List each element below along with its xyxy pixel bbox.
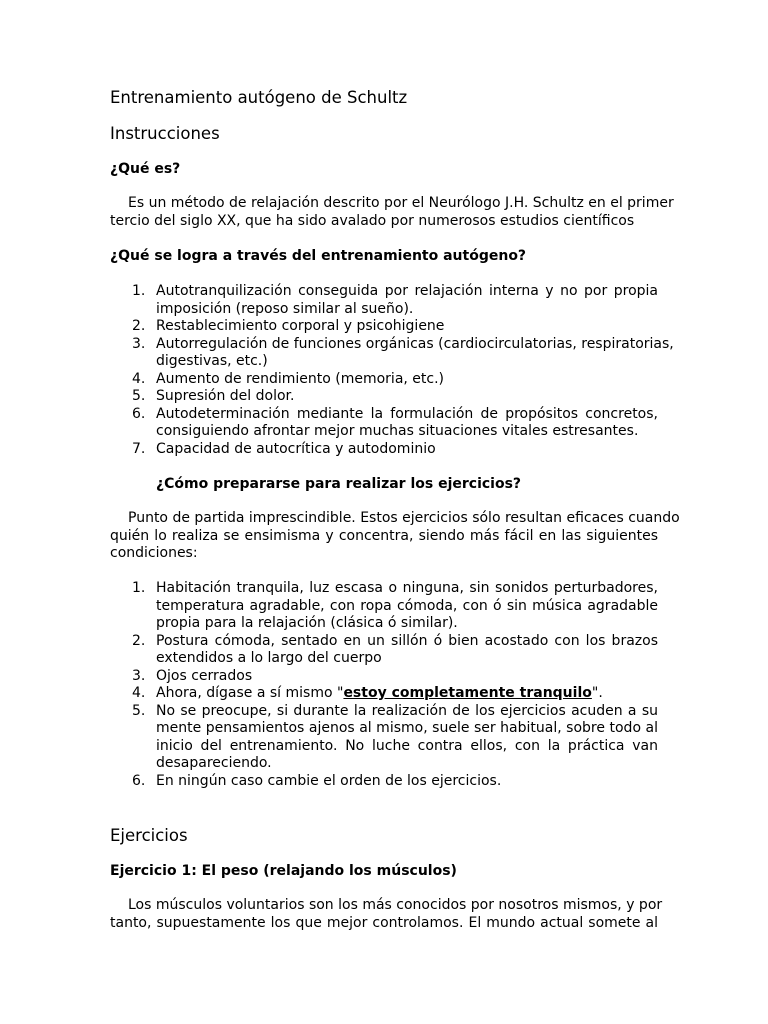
list-item-line: desapareciendo. (156, 755, 272, 771)
list-item (110, 441, 658, 459)
list-item-line: digestivas, etc.) (156, 353, 268, 369)
exercises-heading: Ejercicios (110, 826, 188, 845)
paragraph-line: Punto de partida imprescindible. Estos ejercicios sólo resultan eficaces cuando (128, 510, 680, 526)
emphasized-phrase: estoy completamente tranquilo (343, 685, 592, 701)
list-item (110, 773, 658, 791)
achieve-heading: ¿Qué se logra a través del entrenamiento autógeno? (110, 248, 527, 264)
list-item-line: Postura cómoda, sentado en un sillón ó bien acostado con los brazos (156, 632, 658, 649)
list-item (110, 685, 658, 703)
list-item-number: 3. (132, 335, 146, 352)
paragraph-line: Los músculos voluntarios son los más conocidos por nosotros mismos, y por (128, 897, 663, 913)
list-item-line: Capacidad de autocrítica y autodominio (156, 440, 436, 457)
what-is-paragraph (110, 195, 674, 230)
list-item-line: inicio del entrenamiento. No luche contra ellos, con la práctica van (156, 737, 658, 754)
what-is-heading: ¿Qué es? (110, 161, 181, 177)
quote-suffix: ". (591, 685, 603, 701)
exercise-1-heading: Ejercicio 1: El peso (relajando los músculos) (110, 863, 457, 879)
list-item-line: temperatura agradable, con ropa cómoda, con ó sin música agradable (156, 597, 658, 614)
list-item-number: 4. (132, 685, 146, 701)
list-item-number: 6. (132, 405, 146, 422)
list-item-number: 6. (132, 772, 146, 789)
achieve-list (110, 283, 674, 458)
list-item (110, 703, 658, 773)
list-item (110, 633, 658, 668)
list-item-line: Aumento de rendimiento (memoria, etc.) (156, 370, 445, 387)
list-item-line: No se preocupe, si durante la realización de los ejercicios acuden a su (156, 702, 658, 719)
list-item-number: 4. (132, 370, 146, 387)
list-item-line: Habitación tranquila, luz escasa o ninguna, sin sonidos perturbadores, (156, 580, 658, 596)
list-item-line: Ojos cerrados (156, 667, 253, 684)
list-item-number: 1. (132, 580, 146, 596)
list-item-line (156, 685, 658, 703)
instructions-heading: Instrucciones (110, 124, 220, 143)
list-item-line: Restablecimiento corporal y psicohigiene (156, 318, 445, 334)
paragraph-line: condiciones: (110, 545, 198, 561)
prepare-heading: ¿Cómo prepararse para realizar los ejercicios? (156, 476, 522, 492)
list-item (110, 371, 658, 389)
prepare-list (110, 580, 658, 790)
document-title: Entrenamiento autógeno de Schultz (110, 88, 408, 107)
list-item-line: consiguiendo afrontar mejor muchas situaciones vitales estresantes. (156, 423, 639, 439)
exercise-1-paragraph (110, 897, 663, 932)
list-item (110, 283, 658, 318)
paragraph-line: Es un método de relajación descrito por el Neurólogo J.H. Schultz en el primer (128, 195, 674, 211)
paragraph-line: tanto, supuestamente los que mejor controlamos. El mundo actual somete al (110, 914, 658, 931)
list-item (110, 668, 658, 686)
prepare-paragraph (110, 510, 680, 563)
list-item-line: En ningún caso cambie el orden de los ejercicios. (156, 772, 502, 789)
paragraph-line: tercio del siglo XX, que ha sido avalado por numerosos estudios científicos (110, 212, 635, 229)
list-item-line: mente pensamientos ajenos al mismo, suele ser habitual, sobre todo al (156, 720, 658, 736)
list-item-line: Supresión del dolor. (156, 388, 295, 404)
list-item (110, 580, 658, 633)
list-item-line: extendidos a lo largo del cuerpo (156, 650, 382, 666)
list-item (110, 318, 658, 336)
paragraph-line: quién lo realiza se ensimisma y concentra, siendo más fácil en las siguientes (110, 527, 658, 544)
list-item (110, 406, 658, 441)
list-item (110, 388, 658, 406)
list-item-line: imposición (reposo similar al sueño). (156, 300, 414, 317)
list-item-line: Autodeterminación mediante la formulación de propósitos concretos, (156, 405, 658, 422)
list-item-number: 1. (132, 283, 146, 299)
list-item-line: propia para la relajación (clásica ó similar). (156, 615, 458, 631)
list-item-number: 7. (132, 440, 146, 457)
list-item-number: 2. (132, 318, 146, 334)
list-item-number: 3. (132, 667, 146, 684)
list-item-number: 5. (132, 702, 146, 719)
quote-prefix: Ahora, dígase a sí mismo " (156, 685, 344, 701)
list-item (110, 335, 674, 371)
list-item-number: 2. (132, 632, 146, 649)
list-item-number: 5. (132, 388, 146, 404)
list-item-line: Autotranquilización conseguida por relajación interna y no por propia (156, 283, 658, 299)
list-item-line: Autorregulación de funciones orgánicas (cardiocirculatorias, respiratorias, (156, 335, 674, 352)
